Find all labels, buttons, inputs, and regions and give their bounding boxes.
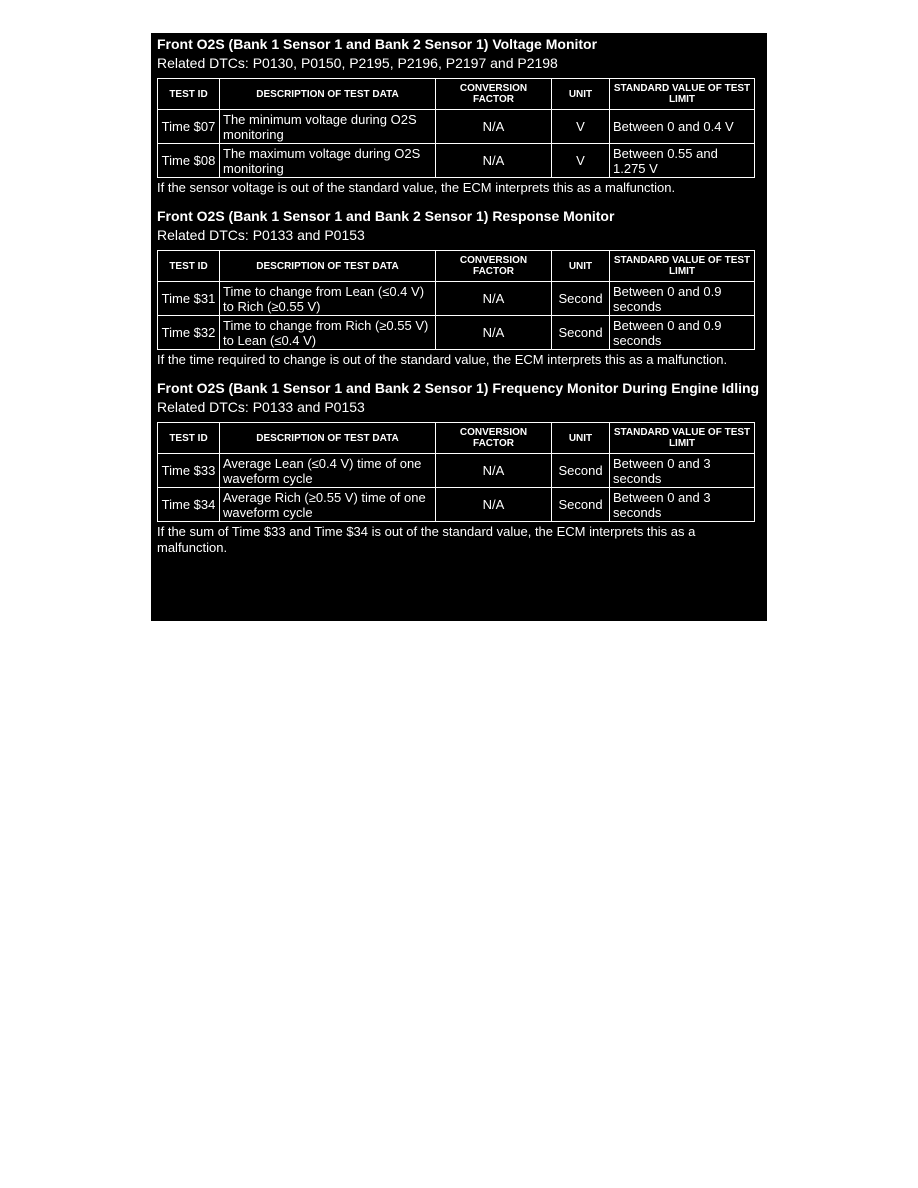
test-data-table bbox=[157, 250, 755, 350]
cell-test-id: Time $07 bbox=[158, 110, 220, 144]
column-header-unit: UNIT bbox=[552, 423, 610, 454]
cell-description: The minimum voltage during O2S monitoring bbox=[220, 110, 436, 144]
column-header-description: DESCRIPTION OF TEST DATA bbox=[220, 79, 436, 110]
table-row bbox=[158, 282, 755, 316]
column-header-conversion: CONVERSION FACTOR bbox=[436, 251, 552, 282]
cell-description: The maximum voltage during O2S monitoring bbox=[220, 144, 436, 178]
section-note: If the time required to change is out of the standard value, the ECM interprets this as a malfunction. bbox=[157, 352, 728, 367]
table-header-row bbox=[158, 251, 755, 282]
cell-test-id: Time $31 bbox=[158, 282, 220, 316]
table-row bbox=[158, 316, 755, 350]
column-header-test-id: TEST ID bbox=[158, 79, 220, 110]
cell-unit: Second bbox=[552, 316, 610, 350]
cell-unit: V bbox=[552, 144, 610, 178]
table-row bbox=[158, 144, 755, 178]
table-row bbox=[158, 454, 755, 488]
cell-unit: Second bbox=[552, 454, 610, 488]
cell-description: Time to change from Rich (≥0.55 V) to Lean (≤0.4 V) bbox=[220, 316, 436, 350]
cell-standard: Between 0 and 0.9 seconds bbox=[610, 282, 755, 316]
test-data-table bbox=[157, 422, 755, 522]
cell-standard: Between 0 and 3 seconds bbox=[610, 488, 755, 522]
column-header-conversion: CONVERSION FACTOR bbox=[436, 423, 552, 454]
section-title: Front O2S (Bank 1 Sensor 1 and Bank 2 Sensor 1) Frequency Monitor During Engine Idling bbox=[157, 380, 760, 396]
section-title: Front O2S (Bank 1 Sensor 1 and Bank 2 Sensor 1) Voltage Monitor bbox=[157, 36, 598, 52]
cell-test-id: Time $08 bbox=[158, 144, 220, 178]
column-header-test-id: TEST ID bbox=[158, 251, 220, 282]
column-header-unit: UNIT bbox=[552, 251, 610, 282]
cell-standard: Between 0 and 0.4 V bbox=[610, 110, 755, 144]
section-note: If the sensor voltage is out of the standard value, the ECM interprets this as a malfunction. bbox=[157, 180, 676, 195]
table-header-row bbox=[158, 423, 755, 454]
related-dtcs: Related DTCs: P0133 and P0153 bbox=[157, 227, 365, 243]
cell-test-id: Time $34 bbox=[158, 488, 220, 522]
cell-standard: Between 0.55 and 1.275 V bbox=[610, 144, 755, 178]
cell-standard: Between 0 and 0.9 seconds bbox=[610, 316, 755, 350]
section-title: Front O2S (Bank 1 Sensor 1 and Bank 2 Sensor 1) Response Monitor bbox=[157, 208, 615, 224]
section-frequency-monitor bbox=[157, 380, 761, 556]
table-row bbox=[158, 488, 755, 522]
column-header-standard: STANDARD VALUE OF TEST LIMIT bbox=[610, 79, 755, 110]
cell-unit: Second bbox=[552, 488, 610, 522]
cell-conversion: N/A bbox=[436, 316, 552, 350]
cell-description: Average Lean (≤0.4 V) time of one waveform cycle bbox=[220, 454, 436, 488]
cell-unit: Second bbox=[552, 282, 610, 316]
cell-conversion: N/A bbox=[436, 144, 552, 178]
section-note: If the sum of Time $33 and Time $34 is out of the standard value, the ECM interprets this as a malfunction. bbox=[157, 524, 696, 555]
cell-conversion: N/A bbox=[436, 454, 552, 488]
cell-conversion: N/A bbox=[436, 282, 552, 316]
table-header-row bbox=[158, 79, 755, 110]
column-header-conversion: CONVERSION FACTOR bbox=[436, 79, 552, 110]
cell-description: Average Rich (≥0.55 V) time of one waveform cycle bbox=[220, 488, 436, 522]
table-row bbox=[158, 110, 755, 144]
section-response-monitor bbox=[157, 208, 761, 368]
column-header-standard: STANDARD VALUE OF TEST LIMIT bbox=[610, 423, 755, 454]
related-dtcs: Related DTCs: P0130, P0150, P2195, P2196, P2197 and P2198 bbox=[157, 55, 558, 71]
cell-conversion: N/A bbox=[436, 110, 552, 144]
cell-test-id: Time $33 bbox=[158, 454, 220, 488]
cell-conversion: N/A bbox=[436, 488, 552, 522]
cell-standard: Between 0 and 3 seconds bbox=[610, 454, 755, 488]
column-header-description: DESCRIPTION OF TEST DATA bbox=[220, 423, 436, 454]
test-data-table bbox=[157, 78, 755, 178]
cell-test-id: Time $32 bbox=[158, 316, 220, 350]
spec-panel bbox=[151, 33, 767, 621]
column-header-description: DESCRIPTION OF TEST DATA bbox=[220, 251, 436, 282]
column-header-unit: UNIT bbox=[552, 79, 610, 110]
cell-unit: V bbox=[552, 110, 610, 144]
column-header-test-id: TEST ID bbox=[158, 423, 220, 454]
section-voltage-monitor bbox=[157, 36, 761, 196]
related-dtcs: Related DTCs: P0133 and P0153 bbox=[157, 399, 365, 415]
column-header-standard: STANDARD VALUE OF TEST LIMIT bbox=[610, 251, 755, 282]
cell-description: Time to change from Lean (≤0.4 V) to Rich (≥0.55 V) bbox=[220, 282, 436, 316]
